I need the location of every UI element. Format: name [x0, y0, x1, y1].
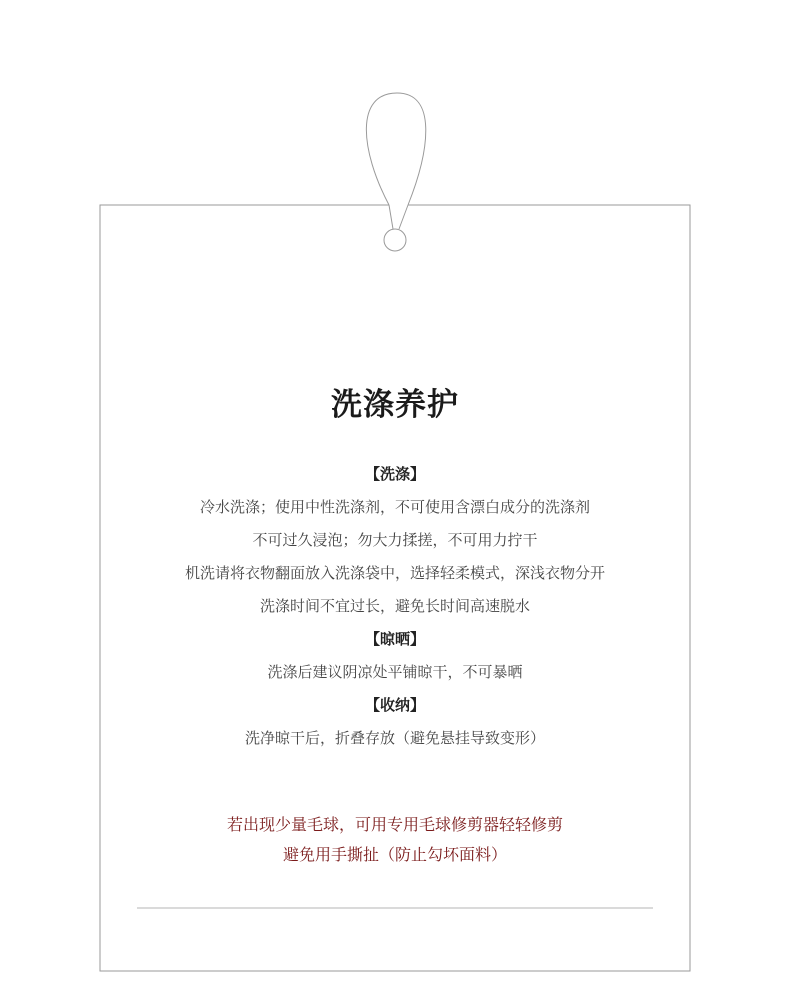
- section-heading-storage: 【收纳】: [364, 696, 425, 714]
- note-line: 避免用手撕扯（防止勾坏面料）: [282, 845, 507, 864]
- washing-line: 洗涤时间不宜过长，避免长时间高速脱水: [259, 597, 530, 615]
- string-tail-right: [399, 205, 408, 229]
- storage-line: 洗净晾干后，折叠存放（避免悬挂导致变形）: [244, 729, 545, 747]
- pilling-note: [100, 810, 690, 870]
- note-line: 若出现少量毛球，可用专用毛球修剪器轻轻修剪: [226, 815, 563, 834]
- tag-eyelet: [384, 229, 406, 251]
- string-tail-left: [389, 205, 393, 229]
- section-heading-drying: 【晾晒】: [364, 630, 425, 648]
- card-title: 洗涤养护: [331, 387, 459, 423]
- drying-line: 洗涤后建议阴凉处平铺晾干，不可暴晒: [267, 663, 523, 681]
- washing-line: 不可过久浸泡；勿大力揉搓，不可用力拧干: [252, 531, 538, 549]
- washing-line: 机洗请将衣物翻面放入洗涤袋中，选择轻柔模式，深浅衣物分开: [184, 564, 605, 582]
- washing-line: 冷水洗涤；使用中性洗涤剂，不可使用含漂白成分的洗涤剂: [199, 498, 590, 516]
- hang-string: [366, 93, 425, 205]
- care-instructions: [100, 458, 690, 755]
- section-heading-washing: 【洗涤】: [364, 465, 425, 483]
